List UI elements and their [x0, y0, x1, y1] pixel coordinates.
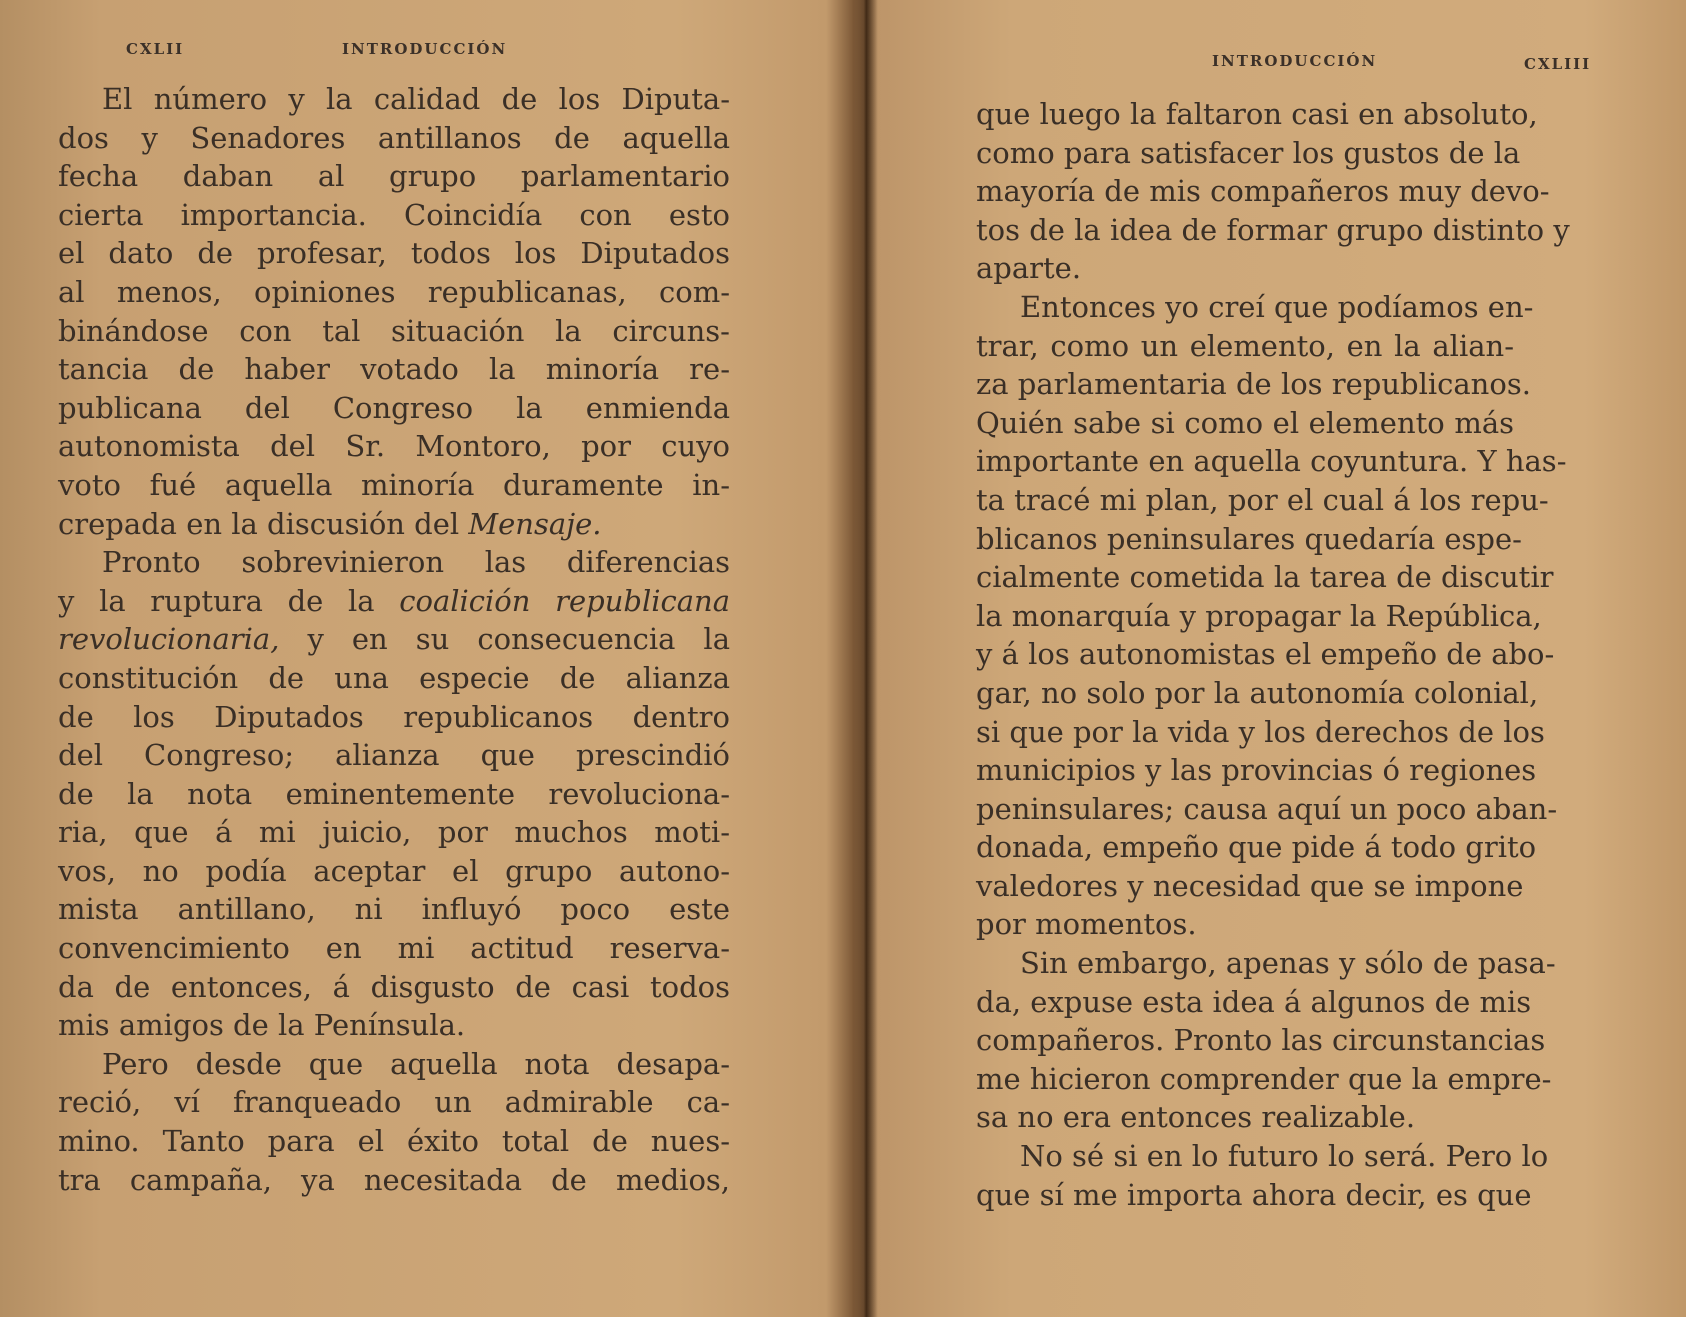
right-page-number: CXLIII [1524, 55, 1592, 73]
text-line: da de entonces, á disgusto de casi todos [58, 969, 730, 1004]
text-line: sa no era entonces realizable. [976, 1100, 1416, 1135]
text-line: voto fué aquella minoría duramente in- [58, 467, 730, 502]
text-line: blicanos peninsulares quedaría espe- [976, 521, 1522, 556]
text-line: importante en aquella coyuntura. Y has- [976, 444, 1567, 479]
text-line: que sí me importa ahora decir, es que [976, 1177, 1532, 1212]
text-line: mista antillano, ni influyó poco este [58, 892, 730, 927]
text-line: mis amigos de la Península. [58, 1008, 466, 1043]
text-line: ta tracé mi plan, por el cual á los repu- [976, 482, 1549, 517]
text-line: de los Diputados republicanos dentro [58, 699, 730, 734]
text-line: donada, empeño que pide á todo grito [976, 830, 1537, 865]
text-line: publicana del Congreso la enmienda [58, 390, 730, 425]
text-line: convencimiento en mi actitud reserva- [58, 931, 730, 966]
text-line: mayoría de mis compañeros muy devo- [976, 174, 1550, 209]
text-line: constitución de una especie de alianza [58, 660, 730, 695]
text-line: que luego la faltaron casi en absoluto, [976, 97, 1538, 131]
text-line: vos, no podía aceptar el grupo autono- [58, 853, 730, 888]
text-line: Quién sabe si como el elemento más [976, 405, 1514, 440]
text-line: el dato de profesar, todos los Diputados [58, 236, 730, 271]
text-line: dos y Senadores antillanos de aquella [58, 120, 730, 155]
text-line: del Congreso; alianza que prescindió [58, 738, 730, 773]
text-line: y la ruptura de la coalición republicana [58, 583, 731, 618]
text-line: si que por la vida y los derechos de los [976, 714, 1545, 749]
text-line: por momentos. [976, 907, 1197, 942]
text-line: trar, como un elemento, en la alian- [976, 328, 1514, 363]
text-line: Entonces yo creí que podíamos en- [1020, 289, 1534, 324]
text-line: revolucionaria, y en su consecuencia la [58, 622, 730, 657]
text-line: me hicieron comprender que la empre- [976, 1061, 1552, 1096]
left-page-number: CXLII [126, 40, 185, 58]
text-line: da, expuse esta idea á algunos de mis [976, 984, 1532, 1019]
text-line: la monarquía y propagar la República, [976, 598, 1542, 633]
text-line: aparte. [976, 251, 1082, 286]
text-line: reció, ví franqueado un admirable ca- [58, 1085, 730, 1120]
text-line: autonomista del Sr. Montoro, por cuyo [58, 429, 730, 464]
text-line: crepada en la discusión del Mensaje. [58, 506, 602, 541]
right-page [872, 0, 1686, 1317]
text-line: municipios y las provincias ó regiones [976, 753, 1537, 788]
text-line: compañeros. Pronto las circunstancias [976, 1023, 1546, 1058]
text-line: fecha daban al grupo parlamentario [58, 159, 730, 194]
text-line: Pero desde que aquella nota desapa- [102, 1046, 730, 1081]
text-line: de la nota eminentemente revoluciona- [58, 776, 730, 811]
text-line: ria, que á mi juicio, por muchos moti- [58, 815, 730, 850]
text-line: Pronto sobrevinieron las diferencias [102, 545, 730, 580]
text-line: cierta importancia. Coincidía con esto [58, 197, 730, 232]
left-running-head: INTRODUCCIÓN [342, 40, 508, 58]
text-line: tra campaña, ya necesitada de medios, [58, 1162, 730, 1197]
text-line: peninsulares; causa aquí un poco aban- [976, 791, 1558, 826]
text-line: cialmente cometida la tarea de discutir [976, 560, 1554, 595]
left-page-text [58, 80, 730, 1199]
text-line: tos de la idea de formar grupo distinto y [976, 212, 1570, 247]
text-line: za parlamentaria de los republicanos. [976, 367, 1531, 402]
text-line: y á los autonomistas el empeño de abo- [976, 637, 1555, 672]
text-line: tancia de haber votado la minoría re- [58, 352, 730, 387]
right-running-head: INTRODUCCIÓN [1212, 52, 1378, 70]
text-line: binándose con tal situación la circuns- [58, 313, 730, 348]
text-line: mino. Tanto para el éxito total de nues- [58, 1124, 730, 1159]
text-line: Sin embargo, apenas y sólo de pasa- [1020, 946, 1556, 981]
text-line: El número y la calidad de los Diputa- [102, 82, 730, 116]
text-line: No sé si en lo futuro lo será. Pero lo [1020, 1139, 1549, 1174]
text-line: valedores y necesidad que se impone [976, 868, 1524, 903]
text-line: como para satisfacer los gustos de la [976, 135, 1521, 170]
right-page-text [976, 95, 1570, 1214]
text-line: gar, no solo por la autonomía colonial, [976, 675, 1539, 710]
text-line: al menos, opiniones republicanas, com- [58, 274, 730, 309]
